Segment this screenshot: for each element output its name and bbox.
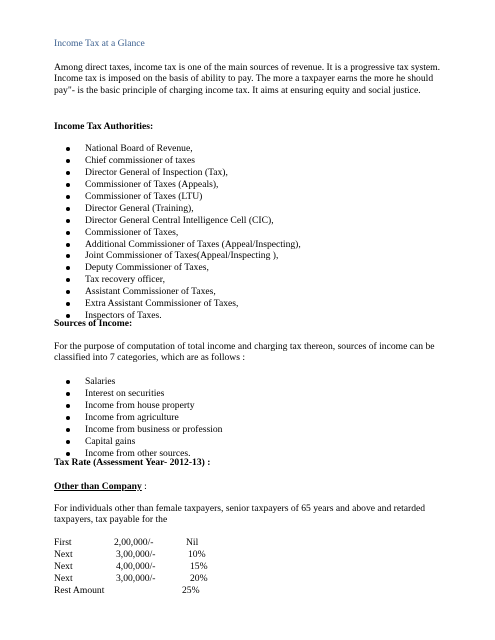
list-item: Commissioner of Taxes (Appeals), — [54, 179, 301, 191]
list-item: Tax recovery officer, — [54, 274, 301, 286]
rate-label: First — [54, 537, 72, 548]
individuals-paragraph: For individuals other than female taxpayers, senior taxpayers of 65 years and above and retarded taxpayers, tax payable for the — [54, 503, 426, 526]
rate-label: Rest Amount — [54, 585, 105, 596]
rate-amount: 3,00,000/- — [116, 549, 156, 560]
list-item: Commissioner of Taxes, — [54, 227, 301, 239]
document-title: Income Tax at a Glance — [54, 38, 145, 49]
list-item: Extra Assistant Commissioner of Taxes, — [54, 298, 301, 310]
rate-amount: 2,00,000/- — [114, 537, 154, 548]
rate-value: 25% — [182, 585, 200, 596]
other-than-company-heading — [54, 481, 454, 492]
rate-label: Next — [54, 561, 73, 572]
authorities-list — [54, 143, 301, 322]
list-item: Deputy Commissioner of Taxes, — [54, 262, 301, 274]
list-item: Director General (Training), — [54, 203, 301, 215]
list-item: Inspectors of Taxes. — [54, 310, 301, 322]
sources-list — [54, 376, 222, 460]
rate-label: Next — [54, 573, 73, 584]
list-item: Director General of Inspection (Tax), — [54, 167, 301, 179]
rate-value: 20% — [190, 573, 208, 584]
list-item: Chief commissioner of taxes — [54, 155, 301, 167]
list-item: Assistant Commissioner of Taxes, — [54, 286, 301, 298]
sources-intro: For the purpose of computation of total income and charging tax thereon, sources of income can be classified into 7 categories, which are as follows : — [54, 341, 435, 364]
list-item: Director General Central Intelligence Cell (CIC), — [54, 215, 301, 227]
list-item: Capital gains — [54, 436, 222, 448]
list-item: Additional Commissioner of Taxes (Appeal/Inspecting), — [54, 239, 301, 251]
list-item: National Board of Revenue, — [54, 143, 301, 155]
authorities-heading: Income Tax Authorities: — [54, 121, 154, 132]
list-item: Interest on securities — [54, 388, 222, 400]
list-item: Income from business or profession — [54, 424, 222, 436]
rate-amount: 3,00,000/- — [116, 573, 156, 584]
tax-rate-heading: Tax Rate (Assessment Year- 2012-13) : — [54, 457, 211, 468]
list-item: Salaries — [54, 376, 222, 388]
rate-value: 15% — [190, 561, 208, 572]
list-item: Income from house property — [54, 400, 222, 412]
rate-value: Nil — [186, 537, 199, 548]
list-item: Joint Commissioner of Taxes(Appeal/Inspecting ), — [54, 250, 301, 262]
other-than-company-label: Other than Company — [54, 481, 142, 492]
list-item: Income from other sources. — [54, 448, 222, 460]
rate-label: Next — [54, 549, 73, 560]
rate-value: 10% — [188, 549, 206, 560]
other-than-company-colon: : — [141, 481, 147, 492]
rate-amount: 4,00,000/- — [116, 561, 156, 572]
intro-paragraph: Among direct taxes, income tax is one of the main sources of revenue. It is a progressive tax system. Income tax is imposed on the basis of ability to pay. The more a taxpayer earns the more he should pay"- is the basic principle of charging income tax. It aims at ensuring equity and social justice. — [54, 62, 441, 96]
list-item: Income from agriculture — [54, 412, 222, 424]
sources-heading: Sources of Income: — [54, 318, 133, 329]
list-item: Commissioner of Taxes (LTU) — [54, 191, 301, 203]
